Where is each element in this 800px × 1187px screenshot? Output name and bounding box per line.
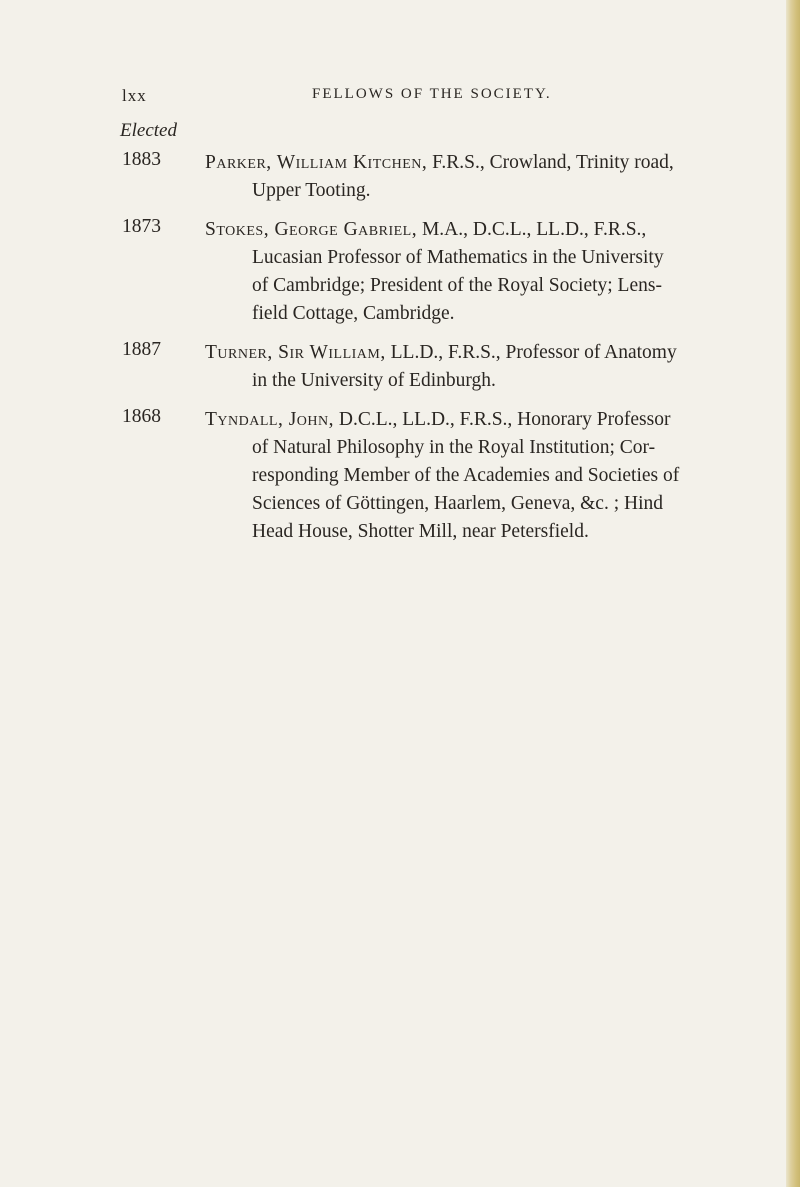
page-number: lxx <box>122 86 147 105</box>
entry-text <box>205 339 752 395</box>
entry-line: D.C.L., LL.D., F.R.S., Honorary Professor <box>334 409 671 430</box>
section-label: Elected <box>120 120 177 141</box>
entry-text <box>205 149 752 205</box>
fellow-name: Turner, Sir William, <box>205 342 386 363</box>
entry-text <box>205 406 752 546</box>
list-item <box>122 216 752 328</box>
running-title: FELLOWS OF THE SOCIETY. <box>312 86 552 102</box>
election-year: 1873 <box>122 216 161 237</box>
entry-text <box>205 216 752 328</box>
election-year: 1887 <box>122 339 161 360</box>
page-header <box>122 86 582 108</box>
list-item <box>122 149 752 205</box>
entry-line: LL.D., F.R.S., Professor of Anatomy <box>385 342 677 363</box>
entry-line: Sciences of Göttingen, Haarlem, Geneva, &c. ; Hind <box>252 493 663 514</box>
entry-line: of Cambridge; President of the Royal Society; Lens- <box>252 275 662 296</box>
fellow-name: Parker, William Kitchen, <box>205 152 428 173</box>
election-year: 1868 <box>122 406 161 427</box>
entry-line: in the University of Edinburgh. <box>252 370 496 391</box>
election-year: 1883 <box>122 149 161 170</box>
entry-line: responding Member of the Academies and Societies of <box>252 465 680 486</box>
entry-line: field Cottage, Cambridge. <box>252 303 455 324</box>
entry-line: M.A., D.C.L., LL.D., F.R.S., <box>417 219 647 240</box>
page-edge <box>786 0 800 1187</box>
entry-line: F.R.S., Crowland, Trinity road, <box>427 152 674 173</box>
list-item <box>122 406 752 546</box>
entry-line: Head House, Shotter Mill, near Petersfield. <box>252 521 589 542</box>
entry-line: of Natural Philosophy in the Royal Institution; Cor- <box>252 437 656 458</box>
fellow-name: Tyndall, John, <box>205 409 335 430</box>
fellows-list <box>122 149 752 557</box>
entry-line: Upper Tooting. <box>252 180 371 201</box>
entry-line: Lucasian Professor of Mathematics in the University <box>252 247 664 268</box>
list-item <box>122 339 752 395</box>
fellow-name: Stokes, George Gabriel, <box>205 219 418 240</box>
